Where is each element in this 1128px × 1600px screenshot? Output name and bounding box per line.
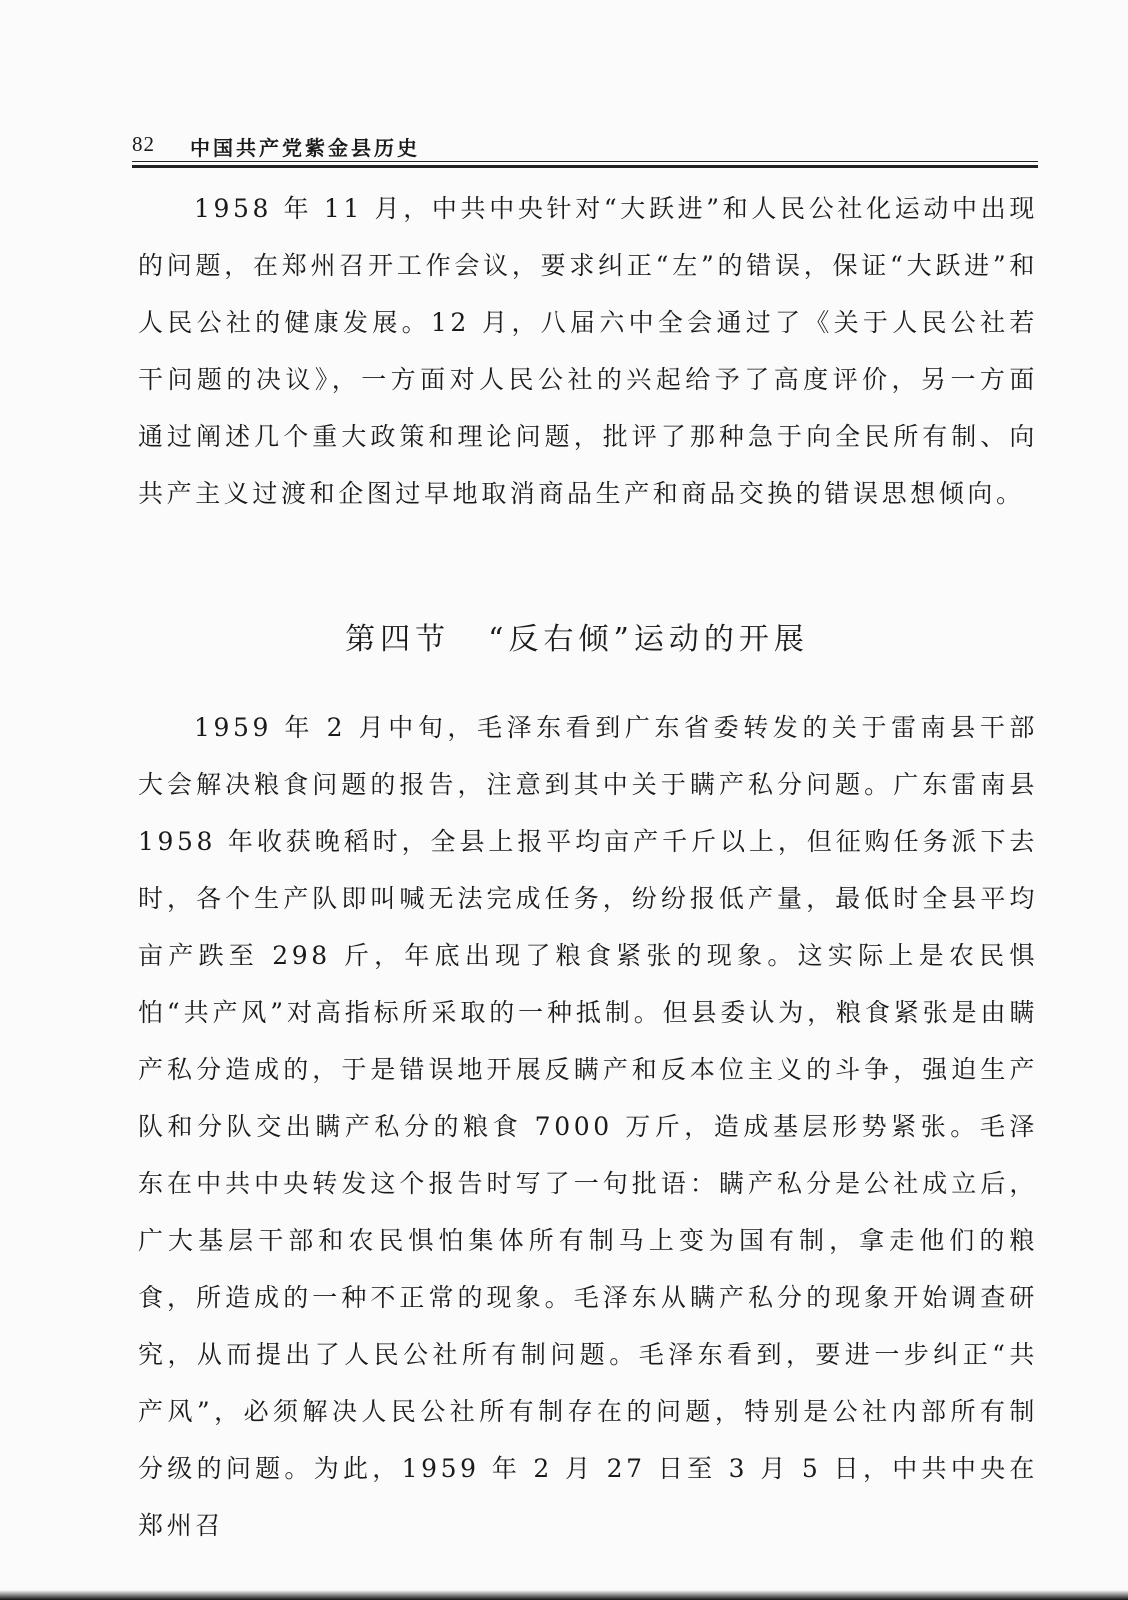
running-title: 中国共产党紫金县历史 xyxy=(190,136,420,160)
section-number: 第四节 xyxy=(345,622,451,657)
running-header xyxy=(132,127,1038,161)
scan-bottom-edge xyxy=(0,1590,1128,1600)
page-number: 82 xyxy=(132,132,155,156)
header-rule-thin xyxy=(132,161,1038,162)
body-paragraph: 1958 年 11 月，中共中央针对“大跃进”和人民公社化运动中出现的问题，在郑州召开工作会议，要求纠正“左”的错误，保证“大跃进”和人民公社的健康发展。12 月，八届六中全会通过了《关于人民公社若干问题的决议》，一方面对人民公社的兴起给予了高度评价，另一方面通过阐述几个重大政策和理论问题，批评了那种急于向全民所有制、向共产主义过渡和企图过早地取消商品生产和商品交换的错误思想倾向。 xyxy=(138,194,1038,508)
section-heading xyxy=(0,612,1128,668)
header-rule-thick xyxy=(132,165,1038,168)
body-paragraph: 1959 年 2 月中旬，毛泽东看到广东省委转发的关于雷南县干部大会解决粮食问题的报告，注意到其中关于瞒产私分问题。广东雷南县 1958 年收获晚稻时，全县上报平均亩产千斤以上，但征购任务派下去时，各个生产队即叫喊无法完成任务，纷纷报低产量，最低时全县平均亩产跌至 298 斤，年底出现了粮食紧张的现象。这实际上是农民惧怕“共产风”对高指标所采取的一种抵制。但县委认为，粮食紧张是由瞒产私分造成的，于是错误地开展反瞒产和反本位主义的斗争，强迫生产队和分队交出瞒产私分的粮食 7000 万斤，造成基层形势紧张。毛泽东在中共中央转发这个报告时写了一句批语：瞒产私分是公社成立后，广大基层干部和农民惧怕集体所有制马上变为国有制，拿走他们的粮食，所造成的一种不正常的现象。毛泽东从瞒产私分的现象开始调查研究，从而提出了人民公社所有制问题。毛泽东看到，要进一步纠正“共产风”，必须解决人民公社所有制存在的问题，特别是公社内部所有制分级的问题。为此，1959 年 2 月 27 日至 3 月 5 日，中共中央在郑州召 xyxy=(138,713,1038,1540)
section-title: “反右倾”运动的开展 xyxy=(488,622,809,657)
